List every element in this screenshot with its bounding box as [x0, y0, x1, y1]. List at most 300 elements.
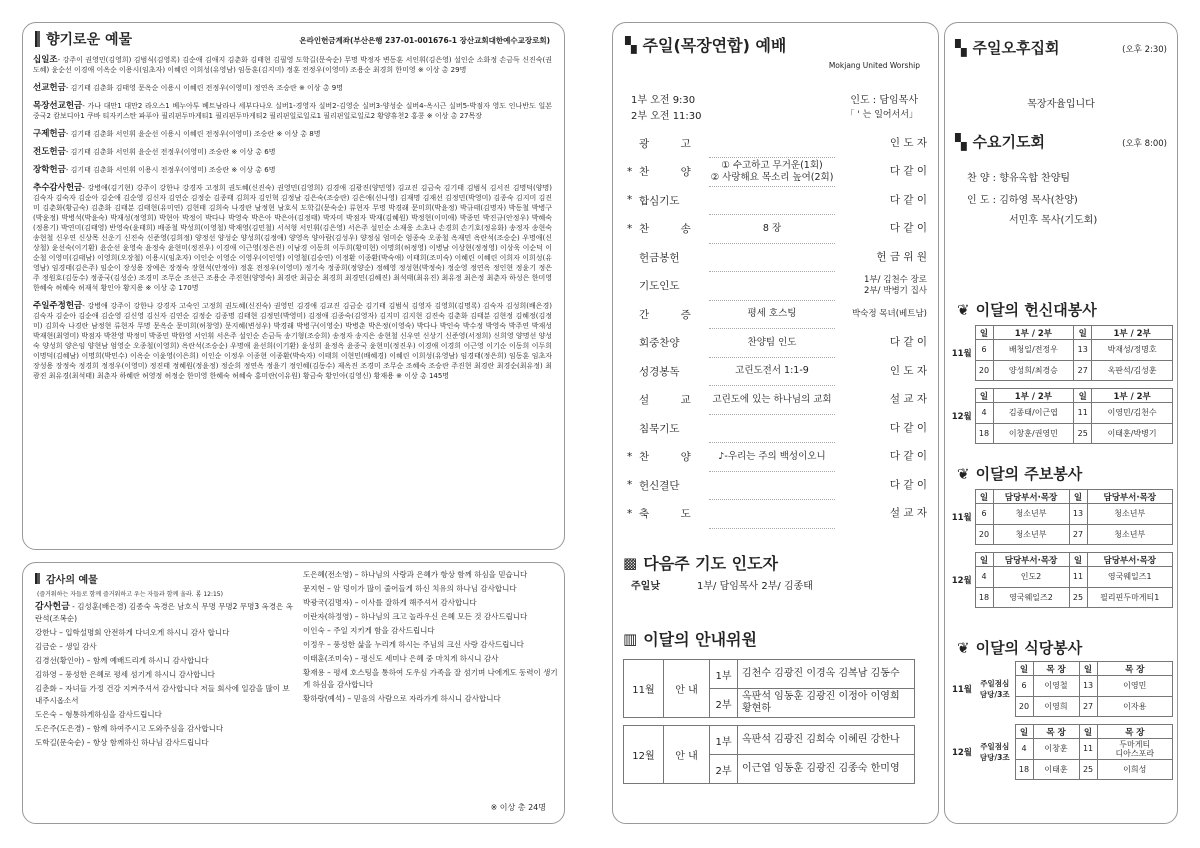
thanks-entry: [303, 625, 559, 637]
service-row: [627, 443, 927, 472]
thanks-text: – 함께 하여주시고 도와주심을 감사합니다: [84, 724, 224, 733]
grid-cell: 6: [975, 340, 993, 361]
thanks-name: 강한나: [35, 628, 57, 637]
thanks-entry: [35, 737, 293, 749]
service-row: [627, 272, 927, 301]
grid-cell: 박재성/정명호: [1092, 340, 1173, 361]
offering-label: 장학헌금: [33, 165, 66, 175]
thanks-entry: [35, 655, 293, 667]
thanks-name: 도학길(문숙순): [35, 738, 85, 747]
grid-cell: 이태훈/박병기: [1092, 423, 1173, 444]
thanks-name: 김금순: [35, 642, 57, 651]
service-content: 8 장: [709, 215, 835, 244]
thanks-name: 이인숙: [303, 626, 325, 635]
service-star: [627, 300, 639, 329]
grid-cell: 18: [1015, 759, 1033, 780]
thanks-text: – 생일 감사: [56, 642, 97, 651]
thanks-title: 감사의 예물: [46, 575, 98, 586]
grid-cell: 이영민/김천수: [1092, 403, 1173, 424]
service-star: [627, 414, 639, 443]
grid-month: 12월: [951, 748, 973, 758]
grid-row: [949, 524, 1173, 545]
offering-entry: [33, 301, 552, 381]
guide-role: 안 내: [664, 726, 710, 784]
offering-entry: [33, 129, 552, 139]
grid-header-cell: 일: [1079, 662, 1097, 676]
offering-label: 구제헌금: [33, 129, 66, 139]
offerings-panel: [22, 22, 565, 550]
guide-names: 이근엽 임동훈 김광진 김종숙 한미영: [738, 755, 915, 784]
grid-cell: 청소년부: [993, 524, 1069, 545]
grid-header-cell: 목 장: [1097, 662, 1172, 676]
grid-cell: 6: [975, 504, 993, 525]
thanks-text: – 평신도 세미나 은혜 중 마치게 하시니 감사: [352, 654, 499, 663]
offering-label: 추수감사헌금: [33, 183, 83, 193]
grid-header-cell: 일: [1079, 725, 1097, 739]
service-content: ① 수고하고 무거운(1회) ② 사랑해요 목소리 높여(2회): [709, 158, 835, 187]
grid-header-cell: 일: [1015, 662, 1033, 676]
prayer-marker-icon: ▩: [623, 553, 638, 572]
grid-cell: 영국웨일즈1: [1087, 567, 1173, 588]
service-item: 침묵기도: [639, 422, 680, 435]
grid-cell: 4: [1015, 739, 1033, 760]
grid-cell: 25: [1069, 587, 1087, 608]
thanks-name: 문지현: [303, 584, 325, 593]
afternoon-title: 주일오후집회: [972, 39, 1060, 57]
offerings-title: 향기로운 예물: [46, 32, 133, 48]
grid-header-cell: 목 장: [1097, 725, 1172, 739]
grid-cell: 이희성: [1097, 759, 1172, 780]
thanks-entry: [303, 639, 559, 651]
grid-header-cell: 담당부서·목장: [1087, 490, 1173, 504]
grid-cell: 이영철: [1033, 676, 1079, 697]
service-person: 다 같 이: [889, 193, 927, 206]
guide-part: 2부: [710, 689, 738, 718]
grid-cell: 27: [1079, 696, 1097, 717]
grid-cell: 이태훈: [1033, 759, 1079, 780]
thanks-text: – 이사를 잘하게 해주셔서 감사합니다: [352, 598, 477, 607]
grid-cell: 18: [975, 587, 993, 608]
service-person: 다 같 이: [889, 421, 927, 434]
thanks-text: – 하나님의 사랑과 은혜가 항상 함께 하심을 믿습니다: [352, 570, 528, 579]
service-row: [627, 129, 927, 158]
thanks-text: – 형통하게하심을 감사드립니다: [56, 710, 162, 719]
thanks-column-1: [35, 601, 293, 751]
service-person: 다 같 이: [889, 222, 927, 235]
service-time-2: 2부 오전 11:30: [631, 111, 702, 122]
service-content: 고린도전서 1:1-9: [709, 357, 835, 386]
grid-cell: 청소년부: [1087, 524, 1173, 545]
service-person: 인 도 자: [889, 364, 927, 377]
service-star: *: [627, 165, 633, 178]
service-leader: 인도 : 담임목사: [850, 95, 918, 106]
thanks-name: 도은숙: [35, 710, 57, 719]
thanks-entry: [303, 653, 559, 665]
grid-header-cell: 목 장: [1033, 725, 1079, 739]
offering-names: - 김기태 김춘화 김태영 문옥순 이용시 이혜린 전정우(이영미) 정연옥 조승란 ※ 이상 총 9명: [65, 84, 343, 92]
guide-part: 2부: [710, 755, 738, 784]
thanks-entry: [35, 723, 293, 735]
grid-cell: 필리핀두마게티1: [1087, 587, 1173, 608]
grid-header-cell: 담당부서·목장: [993, 490, 1069, 504]
service-row: [627, 186, 927, 215]
guide-names: 김천수 김광진 이경옥 김복남 김동수: [738, 660, 915, 689]
service-content: 고린도에 있는 하나님의 교회: [709, 386, 835, 415]
service-person: 다 같 이: [889, 336, 927, 349]
leaf-icon: ❦: [957, 464, 970, 483]
bulletin-table: [949, 489, 1173, 608]
grid-header-cell: 목 장: [1033, 662, 1079, 676]
online-account: 온라인헌금계좌(부산은행 237-01-001676-1 장산교회대한예수교장로회): [299, 36, 550, 45]
service-row: [627, 386, 927, 415]
grid-header-cell: 일: [975, 553, 993, 567]
grid-header-row: [949, 662, 1173, 676]
grid-cell: 13: [1079, 676, 1097, 697]
offering-entry: [33, 83, 552, 93]
wednesday-line: 인 도 : 김하영 목사(찬양): [967, 195, 1078, 206]
grid-header-cell: 1부 / 2부: [1092, 326, 1173, 340]
service-content: [709, 471, 835, 500]
worship-marker-icon: ▚: [625, 35, 637, 54]
grid-header-cell: 담당부서·목장: [1087, 553, 1173, 567]
service-item: 합심기도: [639, 194, 680, 207]
thanks-name: 감사헌금: [35, 602, 70, 612]
service-row: [627, 357, 927, 386]
thanks-entry: [303, 693, 559, 705]
service-row: [627, 500, 927, 529]
service-content: [709, 186, 835, 215]
service-person: 헌 금 위 원: [876, 250, 927, 263]
service-person: 설 교 자: [889, 393, 927, 406]
service-content: 평세 호스팅: [709, 300, 835, 329]
grid-cell: 27: [1069, 524, 1087, 545]
grid-header-cell: 일: [1074, 389, 1092, 403]
thanks-entry: [303, 611, 559, 623]
thanks-text: – 풍성한 은혜로 평세 섬기게 하시니 감사합니다: [56, 670, 215, 679]
service-person: 다 같 이: [889, 165, 927, 178]
thanks-name: 도은혜(전소영): [303, 570, 353, 579]
thanks-entry: [303, 667, 559, 691]
grid-row: [949, 423, 1173, 444]
thanks-text: – 암 덩이가 많이 줄어들게 하신 치유의 하나님 감사합니다: [324, 584, 517, 593]
offering-names: - 강주이 권영민(김영희) 김범식(김영록) 김순애 김애지 김춘화 김태현 김필영 도학길(문숙순) 무명 박정자 변동훈 서인휘(김은영) 설인순 소화정 손금득 신진숙(권도혜) 윤순선 이경애 이옥순 이용시(임초자) 이혜린 이희성(유영남) 임동훈(김지미) 정훈 전정우(이영미) 조용순 최경희 한미영 ※ 이상 총 29명: [33, 56, 552, 74]
thanks-entry: [35, 601, 293, 625]
grid-month: 11월: [951, 349, 972, 359]
grid-cell: 인도2: [993, 567, 1069, 588]
grid-spacer: [949, 717, 1173, 725]
thanks-entry: [303, 583, 559, 595]
dining-title: 이달의 식당봉사: [975, 639, 1083, 657]
grid-duty-label: 주일점심 담당/3조: [979, 679, 1010, 699]
thanks-name: 이태훈(조미숙): [303, 654, 353, 663]
thanks-name: 김하영: [35, 670, 57, 679]
service-item: 간 증: [639, 308, 691, 321]
prayer-title: 다음주 기도 인도자: [643, 554, 778, 573]
grid-header-row: [949, 326, 1173, 340]
thanks-name: 박광국(김명자): [303, 598, 353, 607]
service-star: [627, 329, 639, 358]
guide-names: 옥판석 임동훈 김광진 이정아 이영희 황현하: [738, 689, 915, 718]
service-person: 1부/ 김천수 장로 2부/ 박병기 집사: [864, 274, 927, 296]
guide-title: 이달의 안내위원: [643, 630, 757, 649]
offering-names: - 김기태 김춘화 서인휘 이용시 전정우(이영미) 조승란 ※ 이상 총 6명: [65, 166, 276, 174]
grid-header-cell: 담당부서·목장: [993, 553, 1069, 567]
grid-month: 11월: [951, 685, 973, 695]
offering-names: - 가나 대만1 대만2 라오스1 베누아투 베트남라나 세부다나오 실버1-경영자 실버2-김영순 실버3-양성순 실버4-옥시근 실버5-박점자 영도 인나반도 일본 중국2 캄보디아1 쿠바 티자키스탄 파푸아 필리핀두마게티1 필리핀두마게티2 필리핀일로일로1 필리핀일로일로2 황양휴천2 홍콩 ※ 이상 총 27목장: [33, 102, 552, 120]
service-item: 광 고: [639, 137, 691, 150]
grid-cell: 4: [975, 403, 993, 424]
grid-cell: 27: [1074, 360, 1092, 381]
guide-marker-icon: ▥: [623, 629, 638, 648]
grid-cell: 11: [1074, 403, 1092, 424]
wednesday-time: (오후 8:00): [1122, 139, 1167, 149]
thanks-entry: [303, 597, 559, 609]
service-content: [709, 129, 835, 158]
grid-cell: 13: [1074, 340, 1092, 361]
offering-label: 선교헌금: [33, 83, 66, 93]
dedication-title: 이달의 헌신대봉사: [975, 301, 1097, 319]
guide-row: [624, 726, 915, 755]
service-row: [627, 414, 927, 443]
thanks-verse: (즐거워하는 자들로 함께 즐거워하고 우는 자들과 함께 울라. 롬 12:15): [37, 591, 223, 598]
guide-spacer: [624, 718, 915, 726]
standing-note: 「 ' 는 일어서서」: [845, 110, 918, 120]
service-content: 찬양팀 인도: [709, 329, 835, 358]
thanks-entry: [35, 669, 293, 681]
thanks-text: – 함께 예배드리게 하시니 감사합니다: [84, 656, 209, 665]
grid-cell: 이자용: [1097, 696, 1172, 717]
grid-month: 11월: [951, 513, 972, 523]
service-content: ♪-우리는 주의 백성이오니: [709, 443, 835, 472]
grid-cell: 이영민: [1097, 676, 1172, 697]
service-time-1: 1부 오전 9:30: [631, 95, 696, 106]
thanks-entry: [303, 569, 559, 581]
order-of-service: [627, 129, 927, 529]
grid-cell: 김종태/이근엽: [993, 403, 1074, 424]
guide-table: [623, 659, 915, 784]
service-item: 찬 양: [639, 451, 691, 464]
guide-part: 1부: [710, 660, 738, 689]
bulletin-title: 이달의 주보봉사: [975, 465, 1083, 483]
guide-names: 옥판석 김광진 김희숙 이혜린 강한나: [738, 726, 915, 755]
grid-cell: 18: [975, 423, 993, 444]
thanks-text: – 항상 함께하신 하나님 감사드립니다: [84, 738, 209, 747]
thanks-text: – 입학설명회 안전하게 다녀오게 하시니 감사 합니다: [56, 628, 230, 637]
grid-cell: 20: [1015, 696, 1033, 717]
worship-subtitle: Mokjang United Worship: [828, 61, 920, 70]
grid-row: [949, 403, 1173, 424]
grid-header-cell: 일: [1074, 326, 1092, 340]
service-row: [627, 300, 927, 329]
service-row: [627, 158, 927, 187]
offering-label: 주일주정헌금: [33, 301, 83, 311]
grid-header-cell: 일: [1069, 490, 1087, 504]
grid-cell: 20: [975, 524, 993, 545]
service-content: [709, 272, 835, 301]
thanks-text: - 김성훈(배은경) 김종숙 옥경은 남호식 무명 무명2 무명3 옥경은 옥란석(조복순): [35, 602, 293, 623]
service-star: *: [627, 507, 633, 520]
afternoon-marker-icon: ▚: [955, 38, 967, 57]
thanks-text: – 자녀들 가정 건강 지켜주셔서 감사합니다 저들 회사에 일감을 많이 보내주시옵소서: [35, 684, 290, 705]
grid-month: 12월: [951, 412, 972, 422]
thanks-text: – 믿음의 사람으로 자라가게 하시니 감사합니다: [345, 694, 501, 703]
grid-header-row: [949, 553, 1173, 567]
service-item: 축 도: [639, 508, 691, 521]
offering-names: - 김기태 김춘화 서인휘 윤순선 전정우(이영미) 조승란 ※ 이상 총 6명: [65, 148, 276, 156]
dining-table: [949, 661, 1173, 780]
grid-row: [949, 587, 1173, 608]
service-item: 헌신결단: [639, 479, 680, 492]
grid-cell: 13: [1069, 504, 1087, 525]
offering-names: - 강병애(김기현) 강주이 강한나 강경자 고정희 권도혜(신진숙) 권영민(김영희) 김경애 김광진(양민영) 김교진 김금숙 김기태 김범식 김서진 김명덕(양명) 김숙자 김숙자 김순아 김순애 김순영 김신자 김연순 김정순 김종태 김희자 김인혁 김정남 김은숙(조승란) 김은애(신나영) 김재명 김재선 김정민(박영미) 김종숙 김지미 김진미 김춘화(황금숙) 김춘화 김태분 김태현(유미연) 김현태 김희숙 나경란 남정현 남호식 도학길(문숙순) 류현자 무명 박경래 문미희(박윤정) 박규태(김명자) 박동철 박병구(박윤정) 박병석(박윤숙) 박재성(정영희) 박현아 박정이 박다나 박영숙 박은아 박은아(김정태) 박자미 박점자 박재(김혜원) 박정현(이미애) 박종민 박진규(안정우) 박혜숙(정용기) 박연미(김태영) 반영숙(윤태희) 배종철 박성희(이영철) 박재영(김민철) 서석형 서인휘(김은영) 서은주 설인순 소재웅 소초나 손경희 손기호(정유화) 송정자 송현숙 송현철 신우연 신상목 신운기 신진숙 신준영(김희정) 양정선 양성순 양성희(김정애) 양영옥 양아람(김성우) 양정심 엄미순 엄종숙 오종철 옥재민 옥란석(조승순) 우명애(신상철) 윤선숙(이기환) 윤순선 윤영숙 윤정숙 윤현미(정진우) 이경애 이근영(정은진) 이남경 이동희 이두희(황미현) 이명희(허정영) 이병남 이상현(정정영) 이상욱 이순덕 이순철 이영미(김태남) 이영희(오장철) 이용시(임초자) 이인순 이영순 이영우(이인영) 이영철(김승연) 이정환 이종환(박숙애) 이태희(조미숙) 이혜린 이혜린 이희자 이희성(유영남) 임경태(김은주) 임순이 장성용 장예은 장정숙 장현석(안정아) 정훈 전정우(이영미) 정기숙 정종희(정양순) 정혜영 정성현(박정숙) 정순영 정연옥 정인현 정윤기 정은주 정원호(김동수) 정종국(김성순) 조경미 조무순 조선근 조용순 주진현(양영숙) 최경란 최금순 최경희 최경민(김혜진) 최석태(최유진) 최유정 최은정 최춘자 하성은 한미영 한혜숙 허혜숙 허재석 황인아 황지용 ※ 이상 총 170명: [33, 184, 552, 292]
offering-entry: [33, 101, 552, 121]
grid-cell: 25: [1079, 759, 1097, 780]
grid-cell: 청소년부: [1087, 504, 1173, 525]
service-person: 인 도 자: [889, 136, 927, 149]
service-item: 헌금봉헌: [639, 251, 680, 264]
service-item: 찬 송: [639, 223, 691, 236]
thanks-text: – 풍성한 삶을 누리게 하시는 주님의 크신 사랑 감사드립니다: [324, 640, 524, 649]
service-item: 설 교: [639, 394, 691, 407]
leaf-icon: ❦: [957, 300, 970, 319]
service-star: [627, 272, 639, 301]
guide-month: 11월: [624, 660, 664, 718]
thanks-panel: [22, 562, 565, 824]
service-star: *: [627, 222, 633, 235]
thanks-total: ※ 이상 총 24명: [490, 803, 546, 812]
schedule-panel: [944, 22, 1178, 824]
service-star: *: [627, 450, 633, 463]
grid-spacer: [949, 381, 1173, 389]
service-star: [627, 386, 639, 415]
afternoon-text: 목장자율입니다: [1027, 99, 1095, 110]
wednesday-line: 서민후 목사(기도회): [1009, 215, 1098, 226]
service-star: [627, 357, 639, 386]
thanks-entry: [35, 683, 293, 707]
grid-month: 12월: [951, 576, 972, 586]
service-row: [627, 243, 927, 272]
prayer-leaders: 1부/ 담임목사 2부/ 김종태: [697, 581, 813, 592]
wednesday-line: 찬 양 : 향유옥합 찬양팀: [967, 173, 1071, 184]
wednesday-title: 수요기도회: [972, 133, 1045, 151]
service-person: 다 같 이: [889, 478, 927, 491]
service-item: 기도인도: [639, 280, 680, 293]
worship-title: 주일(목장연합) 예배: [642, 36, 787, 55]
grid-cell: 25: [1074, 423, 1092, 444]
service-item: 회중찬양: [639, 337, 680, 350]
offering-entry: [33, 55, 552, 75]
grid-cell: 두마게티 디아스포라: [1097, 739, 1172, 760]
grid-header-cell: 일: [975, 490, 993, 504]
grid-header-cell: 1부 / 2부: [993, 326, 1074, 340]
service-star: [627, 129, 639, 158]
guide-row: [624, 660, 915, 689]
grid-cell: 11: [1069, 567, 1087, 588]
offering-entry: [33, 147, 552, 157]
section-marker-icon: [35, 573, 40, 584]
section-marker-icon: [35, 31, 40, 47]
grid-header-cell: 1부 / 2부: [1092, 389, 1173, 403]
guide-month: 12월: [624, 726, 664, 784]
thanks-text: – 평세 호스팅을 통하여 도우심 가족을 잘 섬기며 나에게도 동력이 생기게 하심을 감사합니다: [303, 668, 558, 689]
dedication-table: [949, 325, 1173, 444]
grid-header-row: [949, 725, 1173, 739]
service-person: 박숙정 목녀(베트남): [851, 308, 927, 319]
grid-cell: 이창훈: [1033, 739, 1079, 760]
service-item: 찬 양: [639, 166, 691, 179]
grid-cell: 영국웨일즈2: [993, 587, 1069, 608]
thanks-entry: [35, 641, 293, 653]
guide-role: 안 내: [664, 660, 710, 718]
wednesday-marker-icon: ▚: [955, 132, 967, 151]
service-person: 다 같 이: [889, 450, 927, 463]
grid-header-cell: 일: [1015, 725, 1033, 739]
service-star: [627, 243, 639, 272]
grid-duty-label: 주일점심 담당/3조: [979, 742, 1010, 762]
grid-cell: 6: [1015, 676, 1033, 697]
thanks-name: 김춘화: [35, 684, 57, 693]
guide-part: 1부: [710, 726, 738, 755]
thanks-text: – 하나님의 크고 놀라우신 은혜 모든 것 감사드립니다: [352, 612, 528, 621]
grid-row: [949, 567, 1173, 588]
thanks-name: 도은주(도은경): [35, 724, 85, 733]
grid-spacer: [949, 545, 1173, 553]
offering-list: [33, 55, 552, 389]
grid-row: [949, 360, 1173, 381]
service-item: 성경봉독: [639, 365, 680, 378]
offering-label: 목장선교헌금: [33, 101, 83, 111]
grid-cell: 배청일/전정우: [993, 340, 1074, 361]
thanks-name: 황하랑(예석): [303, 694, 346, 703]
worship-panel: [612, 22, 939, 824]
service-row: [627, 329, 927, 358]
grid-header-cell: 일: [1069, 553, 1087, 567]
offering-names: - 김기태 김춘화 서인휘 윤순선 이용시 이혜린 전정우(이영미) 조승란 ※ 이상 총 8명: [65, 130, 321, 138]
offering-entry: [33, 183, 552, 293]
offering-label: 전도헌금: [33, 147, 66, 157]
thanks-name: 김경선(황인아): [35, 656, 85, 665]
offering-entry: [33, 165, 552, 175]
thanks-name: 이란자(하정영): [303, 612, 353, 621]
service-person: 설 교 자: [889, 507, 927, 520]
service-content: [709, 500, 835, 529]
service-content: [709, 243, 835, 272]
grid-cell: 4: [975, 567, 993, 588]
grid-header-row: [949, 389, 1173, 403]
grid-header-cell: 일: [975, 389, 993, 403]
service-star: *: [627, 479, 633, 492]
thanks-name: 이정우: [303, 640, 325, 649]
grid-header-cell: 1부 / 2부: [993, 389, 1074, 403]
service-star: *: [627, 194, 633, 207]
service-row: [627, 215, 927, 244]
grid-cell: 11: [1079, 739, 1097, 760]
leaf-icon: ❦: [957, 638, 970, 657]
grid-row: [949, 504, 1173, 525]
grid-cell: 양성희/최경승: [993, 360, 1074, 381]
grid-cell: 이창훈/권영민: [993, 423, 1074, 444]
thanks-entry: [35, 709, 293, 721]
grid-cell: 옥판석/김성훈: [1092, 360, 1173, 381]
prayer-label: 주일낮: [631, 581, 660, 592]
service-content: [709, 414, 835, 443]
grid-header-row: [949, 490, 1173, 504]
grid-cell: 이영희: [1033, 696, 1079, 717]
grid-row: [949, 340, 1173, 361]
grid-header-cell: 일: [975, 326, 993, 340]
thanks-entry: [35, 627, 293, 639]
thanks-text: – 주일 지키게 함을 감사드립니다: [324, 626, 435, 635]
